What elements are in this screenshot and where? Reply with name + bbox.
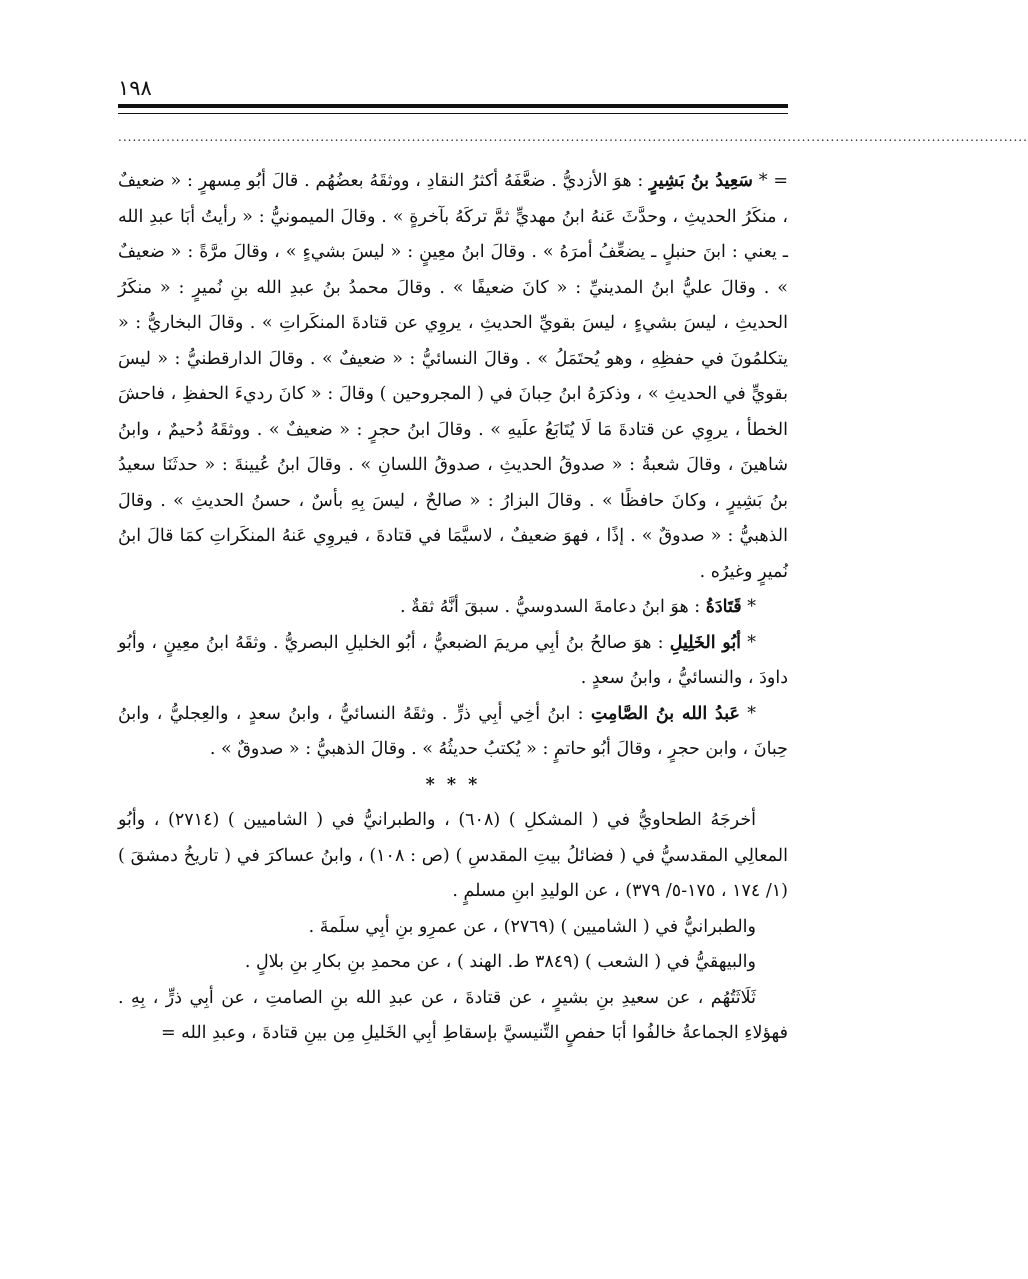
paragraph-takhrij-3: والبيهقيُّ في ( الشعب ) (٣٨٤٩ ط. الهند ) ، عن محمدِ بنِ بكارِ بنِ بلالٍ . — [244, 952, 756, 972]
page-number: ١٩٨ — [118, 76, 152, 100]
paragraph-takhrij-4: ثَلَاثَتُهُم ، عن سعيدِ بنِ بشيرٍ ، عن قتادةَ ، عن عبدِ الله بنِ الصامتِ ، عن أبِي ذرٍّ ، بِهِ . فهؤلاءِ الجماعةُ خالفُوا أبَا حفصٍ التِّنيسيَّ بإسقاطِ أبِي الخَليلِ مِن بينِ قتادةَ ، وعبدِ الله = — [118, 987, 788, 1043]
paragraph-takhrij-1: أخرجَهُ الطحاويُّ في ( المشكلِ ) (٦٠٨) ، والطبرانيُّ في ( الشاميين ) (٢٧١٤) ، وأبُو المعالِي المقدسيُّ في ( فضائلُ بيتِ المقدسِ ) (ص : ١٠٨) ، وابنُ عساكرَ في ( تاريخُ دمشقَ ) (١/ ١٧٤ ، ١٧٥-٥/ ٣٧٩) ، عن الوليدِ ابنِ مسلمٍ . — [118, 810, 788, 901]
footnote-abu-al-khalil: * أبُو الخَلِيلِ : هوَ صالحُ بنُ أبِي مريمَ الضبعيُّ ، أبُو الخليلِ البصريُّ . وثقَهُ ابنُ معِينٍ ، وأبُو داودَ ، والنسائيُّ ، وابنُ سعدٍ . — [118, 632, 788, 688]
dotted-separator: ............................................................................................................................................................................................. — [118, 130, 1028, 144]
header-rule-thin — [118, 113, 788, 114]
section-separator: * * * — [425, 774, 481, 795]
paragraph-takhrij-2: والطبرانيُّ في ( الشاميين ) (٢٧٦٩) ، عن عمرِو بنِ أبِي سلَمةَ . — [308, 916, 756, 937]
main-content — [118, 164, 788, 1052]
narrator-name: قَتَادَةُ — [705, 597, 742, 617]
header-rule-thick — [118, 104, 788, 108]
footnote-abdullah-bin-al-samit: * عَبدُ الله بنُ الصَّامِتِ : ابنُ أخِي أبِي ذرٍّ . وثقَهُ النسائيُّ ، وابنُ سعدٍ ، والعِجليُّ ، وابنُ حِبانَ ، وابن حجرٍ ، وقالَ أبُو حاتمٍ : « يُكتبُ حديثُهُ » . وقالَ الذهبيُّ : « صدوقٌ » . — [118, 703, 788, 759]
narrator-name: عَبدُ الله بنُ الصَّامِتِ — [590, 703, 740, 724]
footnote-qatadah: * قَتَادَةُ : هوَ ابنُ دعامةَ السدوسيُّ . سبقَ أنَّهُ ثقةٌ . — [399, 597, 756, 617]
narrator-name: أبُو الخَلِيلِ — [669, 632, 742, 653]
narrator-name: سَعِيدُ بنُ بَشِيرٍ — [649, 171, 753, 191]
footnote-saeed-bin-bashir: = * سَعِيدُ بنُ بَشِيرٍ : هوَ الأزديُّ . ضعَّفَهُ أكثرُ النقادِ ، ووثقَهُ بعضُهُم . قالَ أبُو مِسهرٍ : « ضعيفٌ ، منكَرُ الحديثِ ، وحدَّثَ عَنهُ ابنُ مهديٍّ ثمَّ تركَهُ بآخرةٍ » . وقالَ الميمونيُّ : « رأيتُ أبَا عبدِ الله ـ يعني : ابنَ حنبلٍ ـ يضعِّفُ أمرَهُ » . وقالَ ابنُ معِينٍ : « ليسَ بشيءٍ » ، وقالَ مرَّةً : « ضعيفٌ » . وقالَ عليُّ ابنُ المدينيِّ : « كانَ ضعيفًا » . وقالَ محمدُ بنُ عبدِ الله بنِ نُميرٍ : « منكَرُ الحديثِ ، ليسَ بشيءٍ ، ليسَ بقويِّ الحديثِ ، يروِي عن قتادةَ المنكَراتِ » . وقالَ البخاريُّ : « يتكلمُونَ في حفظِهِ ، وهو يُحتَمَلُ » . وقالَ النسائيُّ : « ضعيفٌ » . وقالَ الدارقطنيُّ : « ليسَ بقويٍّ في الحديثِ » ، وذكرَهُ ابنُ حِبانَ في ( المجروحين ) وقالَ : « كانَ رديءَ الحفظِ ، فاحشَ الخطأ ، يروِي عن قتادةَ مَا لَا يُتَابَعُ علَيهِ » . وقالَ ابنُ حجرٍ : « ضعيفٌ » . ووثقَهُ دُحيمٌ ، وابنُ شاهينَ ، وقالَ شعبةُ : « صدوقُ الحديثِ ، صدوقُ اللسانِ » . وقالَ ابنُ عُيينةَ : « حدثَنَا سعيدُ بنُ بَشِيرٍ ، وكانَ حافظًا » . وقالَ البزارُ : « صالحٌ ، ليسَ بِهِ بأسٌ ، حسنُ الحديثِ » . وقالَ الذهبيُّ : « صدوقٌ » . إذًا ، فهوَ ضعيفٌ ، لاسيَّمَا في قتادةَ ، فيروِي عَنهُ المنكَراتِ كمَا قالَ ابنُ نُميرٍ وغيرُه . — [118, 171, 788, 582]
